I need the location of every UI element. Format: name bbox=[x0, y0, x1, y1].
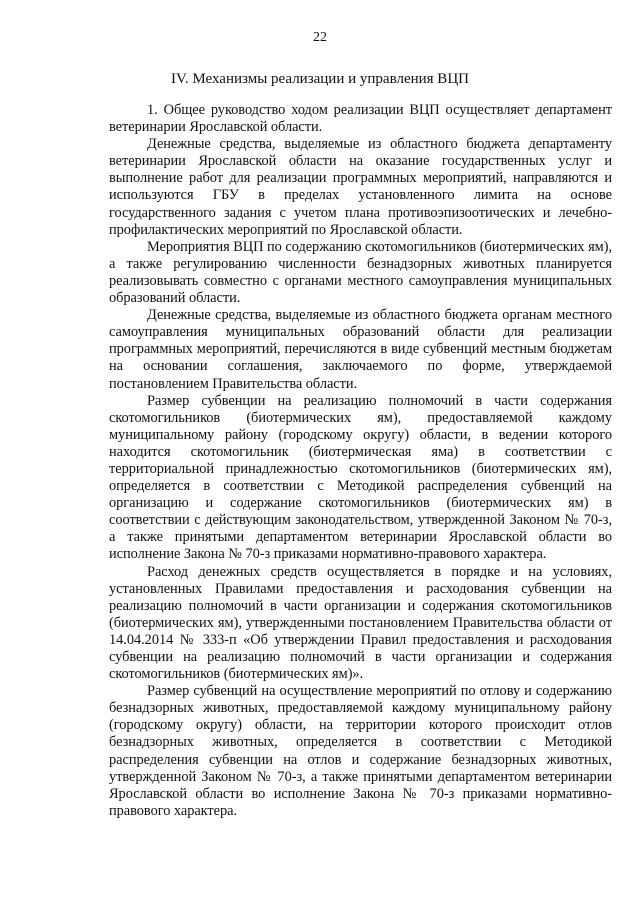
paragraph-funds-to-department: Денежные средства, выделяемые из областного бюджета департаменту ветеринарии Ярославской области на оказание государственных услуг и выполнение работ для реализации программных мероприятий, направляются и используются ГБУ в пределах установленного лимита на основе государственного задания с учетом плана противоэпизоотических и лечебно-профилактических мероприятий по Ярославской области. bbox=[109, 136, 612, 238]
paragraph-general-management: 1. Общее руководство ходом реализации ВЦП осуществляет департамент ветеринарии Ярославской области. bbox=[109, 102, 612, 136]
paragraph-funds-expenditure: Расход денежных средств осуществляется в порядке и на условиях, установленных Правилами предоставления и расходования субвенции на реализацию полномочий в части организации и содержания скотомогильников (биотермических ям), утвержденными постановлением Правительства области от 14.04.2014 № 333-п «Об утверждении Правил предоставления и расходования субвенции на реализацию полномочий в части организации и содержания скотомогильников (биотермических ям)». bbox=[109, 563, 612, 683]
paragraph-joint-activities: Мероприятия ВЦП по содержанию скотомогильников (биотермических ям), а также регулированию численности безнадзорных животных планируется реализовывать совместно с органами местного самоуправления муниципальных образований области. bbox=[109, 238, 612, 307]
document-body bbox=[109, 102, 612, 820]
paragraph-subvention-cattle-burial: Размер субвенции на реализацию полномочий в части содержания скотомогильников (биотермических ям), предоставляемой каждому муниципальному району (городскому округу) области, в ведении которого находится скотомогильник (биотермическая яма) в соответствии с территориальной принадлежностью скотомогильников (биотермических ям), определяется в соответствии с Методикой распределения субвенций на организацию и содержание скотомогильников (биотермических ям) в соответствии с действующим законодательством, утвержденной Законом № 70-з, а также принятыми департаментом ветеринарии Ярославской области во исполнение Закона № 70-з приказами нормативно-правового характера. bbox=[109, 392, 612, 563]
page-number: 22 bbox=[313, 30, 327, 45]
section-title: IV. Механизмы реализации и управления ВЦП bbox=[171, 71, 469, 87]
paragraph-funds-to-municipalities: Денежные средства, выделяемые из областного бюджета органам местного самоуправления муниципальных образований области для реализации программных мероприятий, перечисляются в виде субвенций местным бюджетам на основании соглашения, заключаемого по форме, утверждаемой постановлением Правительства области. bbox=[109, 307, 612, 392]
paragraph-subvention-stray-animals: Размер субвенций на осуществление мероприятий по отлову и содержанию безнадзорных животных, предоставляемой каждому муниципальному району (городскому округу) области, на территории которого происходит отлов безнадзорных животных, определяется в соответствии с Методикой распределения субвенции на отлов и содержание безнадзорных животных, утвержденной Законом № 70-з, а также принятыми департаментом ветеринарии Ярославской области во исполнение Закона № 70-з приказами нормативно-правового характера. bbox=[109, 683, 612, 819]
